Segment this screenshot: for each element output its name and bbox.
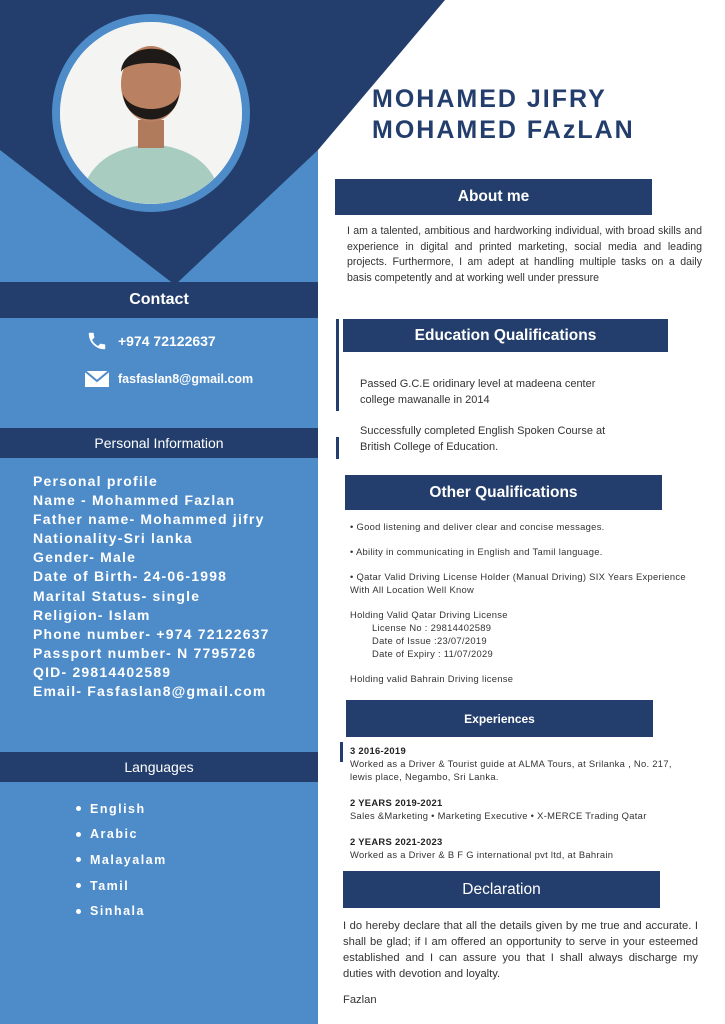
email-address: fasfaslan8@gmail.com [118, 372, 254, 386]
name-line-2: MOHAMED FAzLAN [372, 116, 635, 144]
experience-item [350, 796, 695, 822]
phone-number: +974 72122637 [118, 333, 216, 349]
experience-years: 3 2016-2019 [350, 745, 406, 756]
personal-information-heading: Personal Information [0, 428, 318, 458]
education-item: Passed G.C.E oridinary level at madeena center college mawanalle in 2014 [360, 378, 596, 406]
experience-years: 2 YEARS 2021-2023 [350, 836, 443, 847]
qualification-item: • Qatar Valid Driving License Holder (Manual Driving) SIX Years Experience With All Location Well Know [350, 571, 686, 595]
phone-icon [84, 330, 110, 352]
languages-heading: Languages [0, 752, 318, 782]
name-line-1: MOHAMED JIFRY [372, 85, 607, 113]
qualification-item: • Good listening and deliver clear and concise messages. [350, 521, 605, 532]
about-text: I am a talented, ambitious and hardworking individual, with broad skills and experience in digital and printed marketing, social media and leading projects. Furthermore, I am adept at handling multiple tasks on a daily basis competently and at working well under pressure [347, 225, 702, 285]
pi-line: Gender- Male [33, 549, 137, 566]
license-line: License No : 29814402589 [372, 622, 492, 633]
education-accent-line-2 [336, 437, 339, 459]
pi-line: Phone number- +974 72122637 [33, 625, 270, 642]
language-item: Malayalam [76, 847, 167, 873]
qualification-item: • Ability in communicating in English and Tamil language. [350, 546, 603, 557]
contact-email[interactable] [84, 368, 253, 390]
language-item: Arabic [76, 822, 167, 848]
education-accent-line [336, 319, 339, 411]
education-heading: Education Qualifications [343, 319, 668, 352]
profile-photo [60, 22, 242, 204]
language-item: Tamil [76, 873, 167, 899]
profile-photo-frame [52, 14, 250, 212]
pi-line: Father name- Mohammed jifry [33, 511, 265, 528]
experience-text: Worked as a Driver & B F G international pvt ltd, at Bahrain [350, 849, 614, 860]
other-qualifications-heading: Other Qualifications [345, 475, 662, 510]
license-line: Date of Expiry : 11/07/2029 [372, 648, 494, 659]
declaration-text: I do hereby declare that all the details given by me true and accurate. I shall be glad; if I am offered an opportunity to serve in your esteemed established and I can assure you that I shall always discharge my duties with devotion and loyalty. [343, 920, 698, 980]
pi-line: Date of Birth- 24-06-1998 [33, 568, 228, 585]
language-item: Sinhala [76, 898, 167, 924]
pi-line: Passport number- N 7795726 [33, 644, 257, 661]
experience-item [350, 744, 695, 783]
person-silhouette-icon [60, 22, 242, 204]
education-item: Successfully completed English Spoken Course at British College of Education. [360, 425, 606, 453]
experience-text: Sales &Marketing • Marketing Executive • X-MERCE Trading Qatar [350, 810, 647, 821]
email-icon [84, 368, 110, 390]
language-item: English [76, 796, 167, 822]
signature-name: Fazlan [343, 994, 377, 1006]
declaration-heading: Declaration [343, 871, 660, 908]
languages-list [76, 796, 167, 924]
experiences-heading: Experiences [346, 700, 653, 737]
pi-line: Nationality-Sri lanka [33, 530, 193, 547]
pi-line: Personal profile [33, 473, 159, 489]
pi-line: Email- Fasfaslan8@gmail.com [33, 683, 267, 700]
license-line: Date of Issue :23/07/2019 [372, 635, 487, 646]
pi-line: Marital Status- single [33, 587, 201, 604]
experience-item [350, 835, 695, 861]
experience-years: 2 YEARS 2019-2021 [350, 797, 443, 808]
bahrain-license: Holding valid Bahrain Driving license [350, 673, 514, 684]
contact-heading: Contact [0, 282, 318, 318]
personal-information-list [33, 472, 270, 701]
other-qualifications-list [350, 520, 695, 685]
about-heading: About me [335, 179, 652, 215]
pi-line: Name - Mohammed Fazlan [33, 492, 236, 509]
pi-line: QID- 29814402589 [33, 663, 172, 680]
contact-phone[interactable] [84, 330, 216, 352]
full-name [372, 84, 635, 146]
experience-text: Worked as a Driver & Tourist guide at ALMA Tours, at Srilanka , No. 217, lewis place, Negambo, Sri Lanka. [350, 758, 672, 782]
experience-accent-line [340, 742, 343, 762]
license-title: Holding Valid Qatar Driving License [350, 609, 508, 620]
pi-line: Religion- Islam [33, 606, 151, 623]
